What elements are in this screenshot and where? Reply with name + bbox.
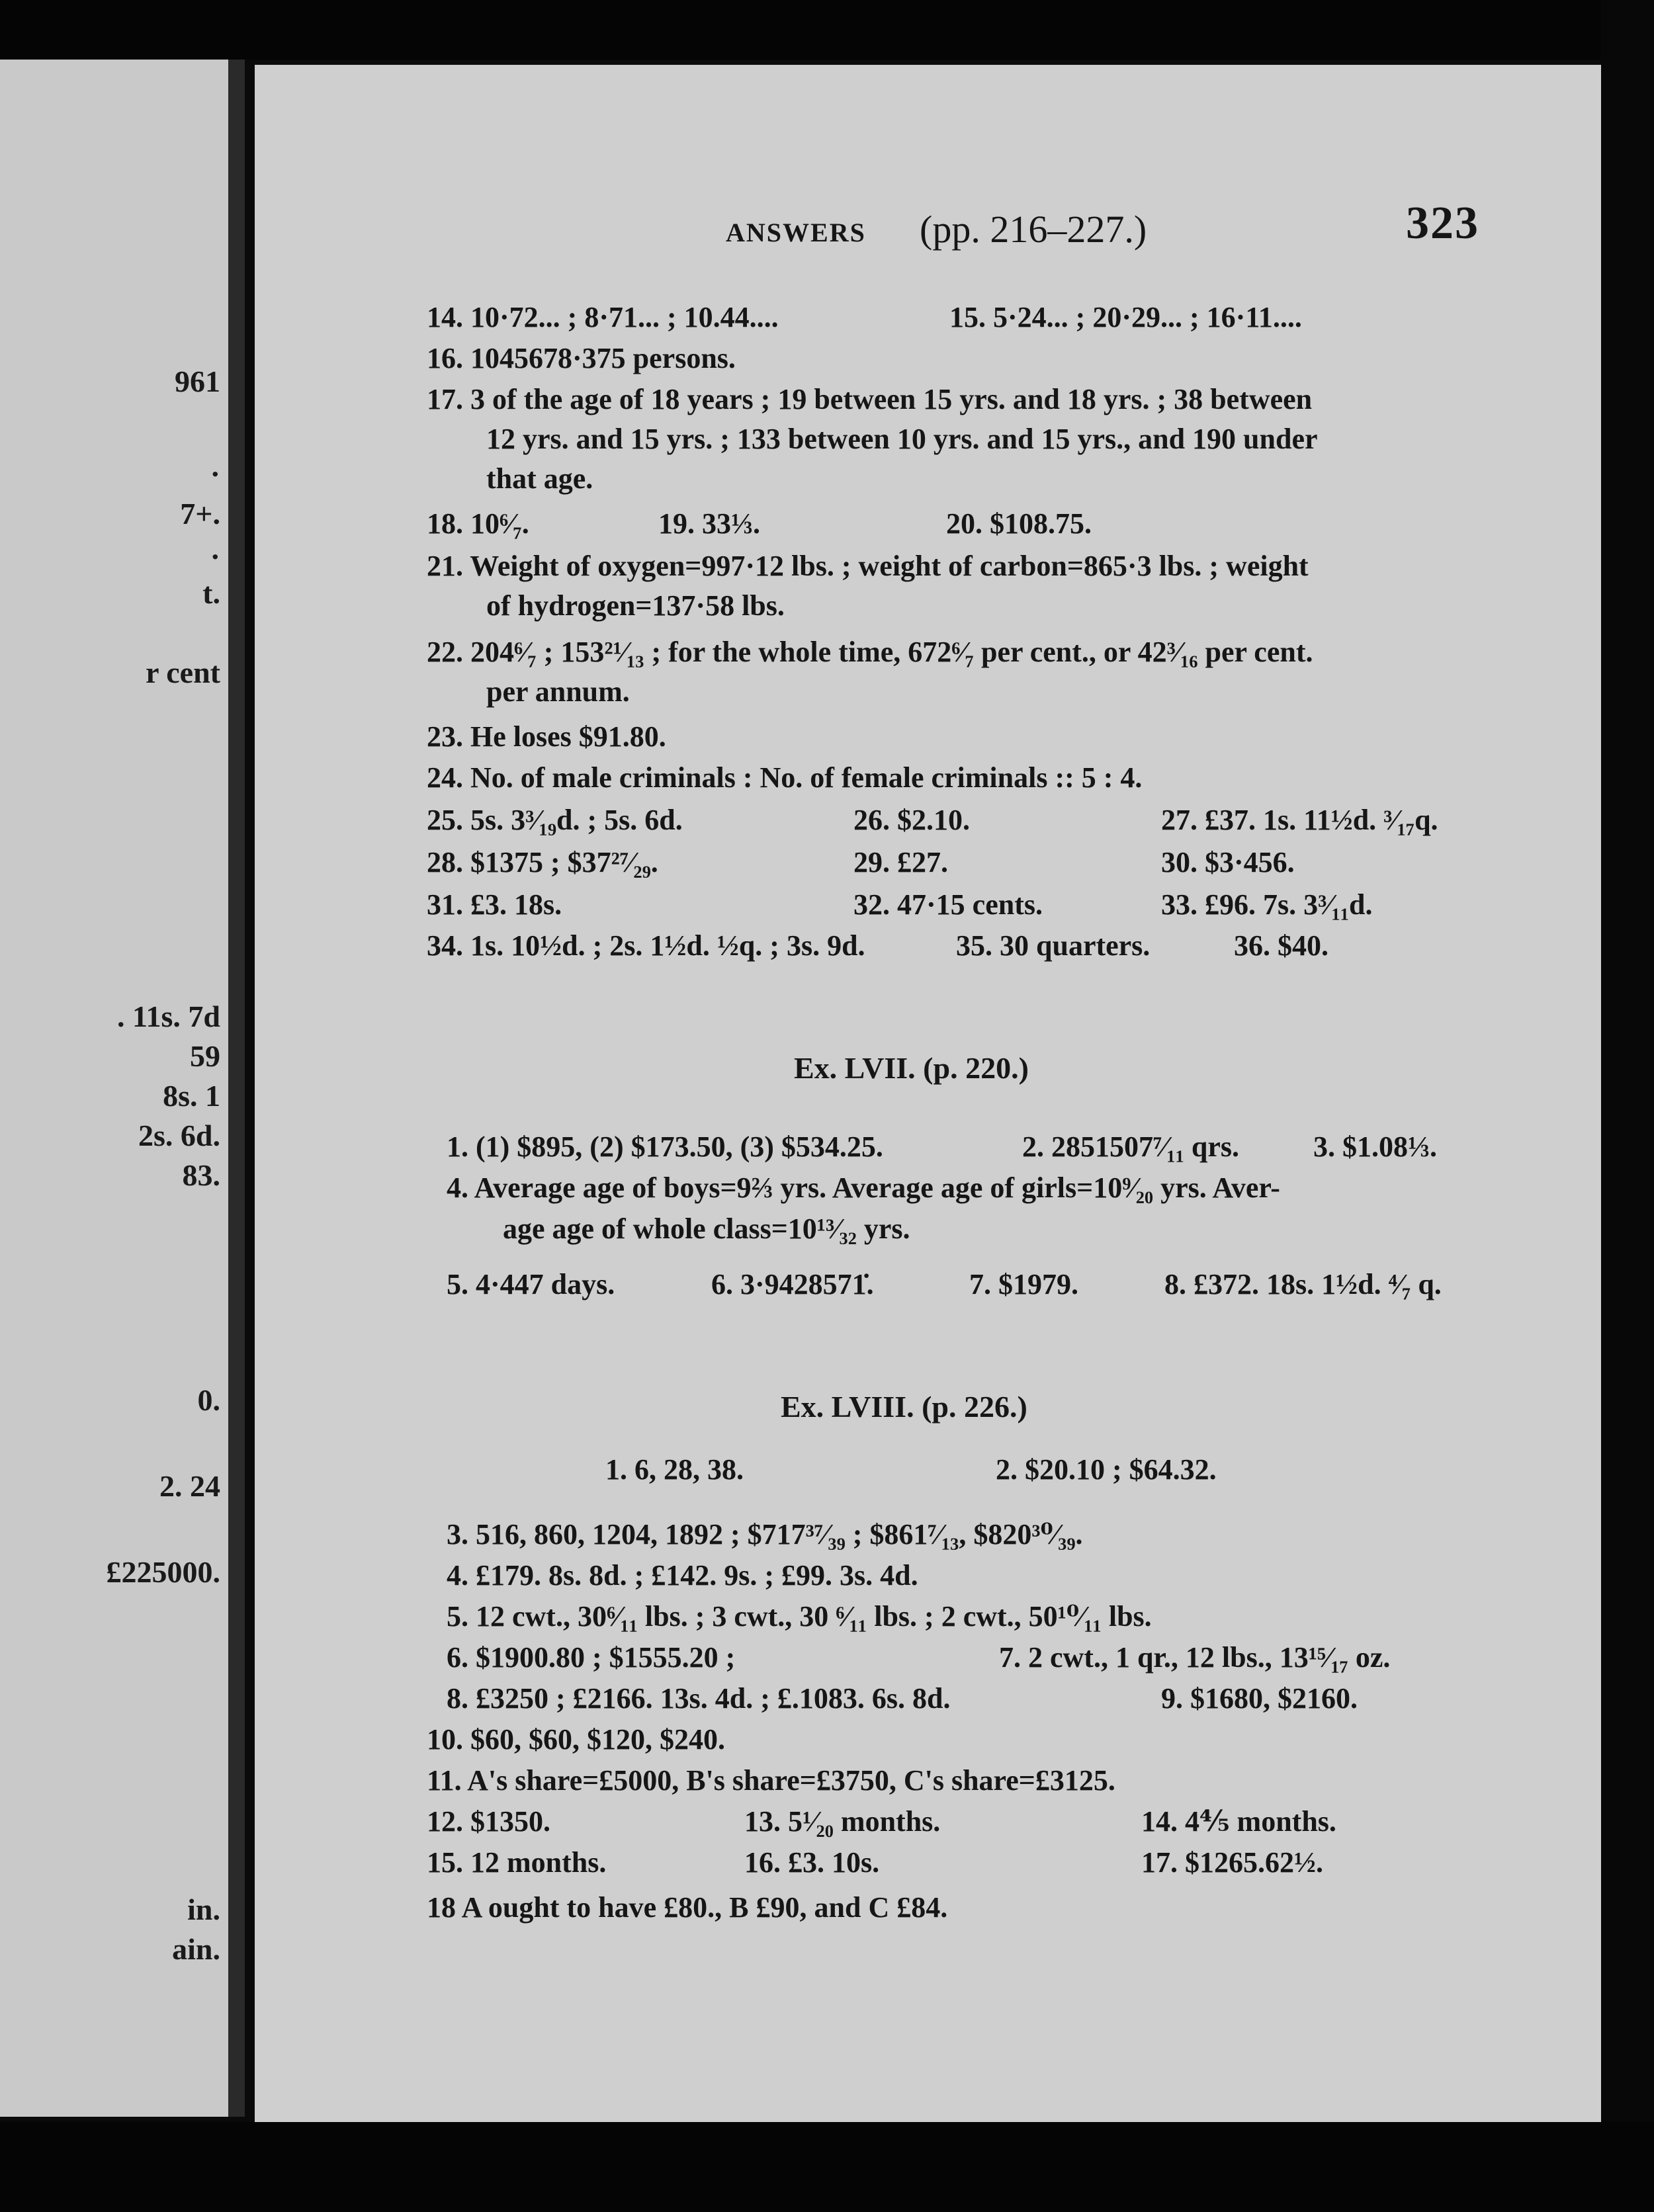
answer-line: 23. He loses $91.80. [427,720,666,753]
running-head: ANSWERS [726,218,866,247]
book-page [255,65,1601,2122]
facing-text: 59 [190,1039,220,1073]
facing-text: in. [187,1893,220,1926]
answer-line: 20. $108.75. [946,507,1092,540]
answer-line: 6. $1900.80 ; $1555.20 ; [447,1641,736,1674]
facing-text: 2. 24 [159,1469,220,1503]
running-head-pages: (pp. 216–227.) [920,208,1147,251]
answer-line: per annum. [486,675,630,708]
facing-text: r cent [146,656,220,689]
answer-line: 3. $1.08⅓. [1313,1130,1437,1163]
facing-text: 7+. [180,497,220,531]
answer-line: 1. (1) $895, (2) $173.50, (3) $534.25. [447,1130,883,1163]
answer-line: 10. $60, $60, $120, $240. [427,1723,725,1756]
answer-line: 9. $1680, $2160. [1161,1682,1358,1715]
answer-line: 22. 204⁶⁄₇ ; 153²¹⁄₁₃ ; for the whole time, 672⁶⁄₇ per cent., or 42³⁄₁₆ per cent. [427,636,1313,668]
answer-line: 15. 12 months. [427,1846,607,1879]
facing-text: 961 [175,364,220,398]
facing-text: £225000. [106,1555,220,1589]
answer-line: 19. 33⅓. [658,507,760,540]
answer-line: 5. 4·447 days. [447,1268,615,1300]
exercise-heading: Ex. LVII. (p. 220.) [794,1051,1029,1085]
facing-text: 0. [197,1383,220,1417]
answer-line: 8. £3250 ; £2166. 13s. 4d. ; £.1083. 6s. 8d. [447,1682,951,1715]
answer-line: 27. £37. 1s. 11½d. ³⁄₁₇q. [1161,804,1438,836]
answer-line: 36. $40. [1234,929,1328,962]
facing-text: 8s. 1 [163,1079,220,1113]
answer-line: 21. Weight of oxygen=997·12 lbs. ; weight of carbon=865·3 lbs. ; weight [427,550,1309,582]
answer-line: 4. £179. 8s. 8d. ; £142. 9s. ; £99. 3s. 4d. [447,1559,918,1592]
facing-text: · [210,540,220,574]
answer-line: 17. $1265.62½. [1141,1846,1323,1879]
facing-text: . 11s. 7d [117,1000,220,1033]
answer-line: 3. 516, 860, 1204, 1892 ; $717³⁷⁄₃₉ ; $861⁷⁄₁₃, $820³⁰⁄₃₉. [447,1518,1083,1551]
answer-line: 25. 5s. 3³⁄₁₉d. ; 5s. 6d. [427,804,683,836]
answer-line: 24. No. of male criminals : No. of female criminals :: 5 : 4. [427,761,1143,794]
answer-line: 2. 2851507⁷⁄₁₁ qrs. [1022,1130,1240,1163]
answer-line: 12. $1350. [427,1805,550,1838]
book-gutter [228,60,245,2117]
facing-text: · [210,457,220,491]
answer-line: 34. 1s. 10½d. ; 2s. 1½d. ½q. ; 3s. 9d. [427,929,865,962]
facing-text: 83. [182,1158,220,1192]
exercise-heading: Ex. LVIII. (p. 226.) [781,1390,1027,1424]
facing-page-fragment [0,60,228,2117]
scan-border-right [1601,0,1654,2212]
answer-line: 35. 30 quarters. [956,929,1151,962]
answer-line: of hydrogen=137·58 lbs. [486,589,785,622]
answer-line: 7. 2 cwt., 1 qr., 12 lbs., 13¹⁵⁄₁₇ oz. [999,1641,1391,1674]
answer-line: 15. 5·24... ; 20·29... ; 16·11.... [949,301,1302,333]
answer-line: 4. Average age of boys=9⅔ yrs. Average age of girls=10⁹⁄₂₀ yrs. Aver- [447,1171,1280,1204]
answer-line: 32. 47·15 cents. [853,888,1043,921]
answer-line: 12 yrs. and 15 yrs. ; 133 between 10 yrs. and 15 yrs., and 190 under [486,423,1318,455]
answer-line: 17. 3 of the age of 18 years ; 19 between 15 yrs. and 18 yrs. ; 38 between [427,383,1313,415]
answer-line: 28. $1375 ; $37²⁷⁄₂₉. [427,846,658,878]
scan-border-left [0,0,1654,60]
answer-line: 33. £96. 7s. 3³⁄₁₁d. [1161,888,1373,921]
answer-line: 18. 10⁶⁄₇. [427,507,529,540]
answer-line: 29. £27. [853,846,948,878]
answer-line: age age of whole class=10¹³⁄₃₂ yrs. [503,1212,910,1245]
facing-text: ain. [172,1932,220,1966]
answer-line: 5. 12 cwt., 30⁶⁄₁₁ lbs. ; 3 cwt., 30 ⁶⁄₁₁ lbs. ; 2 cwt., 50¹⁰⁄₁₁ lbs. [447,1600,1152,1633]
facing-text: 2s. 6d. [138,1119,220,1152]
answer-line: 14. 10·72... ; 8·71... ; 10.44.... [427,301,779,333]
answer-line: 6. 3·9428571̇. [711,1268,874,1300]
facing-text: t. [202,576,220,610]
answer-line: 8. £372. 18s. 1½d. ⁴⁄₇ q. [1164,1268,1442,1300]
scan-border-bottom [0,2122,1654,2212]
answer-line: 26. $2.10. [853,804,970,836]
answer-line: 7. $1979. [969,1268,1078,1300]
answer-line: that age. [486,462,593,495]
answer-line: 14. 4⅘ months. [1141,1805,1336,1838]
answer-line: 16. 1045678·375 persons. [427,342,736,374]
answer-line: 18 A ought to have £80., B £90, and C £84. [427,1891,948,1924]
answer-line: 13. 5¹⁄₂₀ months. [744,1805,941,1838]
page-number: 323 [1406,198,1479,249]
answer-line: 2. $20.10 ; $64.32. [996,1453,1217,1486]
answer-line: 16. £3. 10s. [744,1846,880,1879]
answer-line: 11. A's share=£5000, B's share=£3750, C's share=£3125. [427,1764,1115,1797]
answer-line: 1. 6, 28, 38. [605,1453,744,1486]
answer-line: 30. $3·456. [1161,846,1295,878]
answer-line: 31. £3. 18s. [427,888,562,921]
